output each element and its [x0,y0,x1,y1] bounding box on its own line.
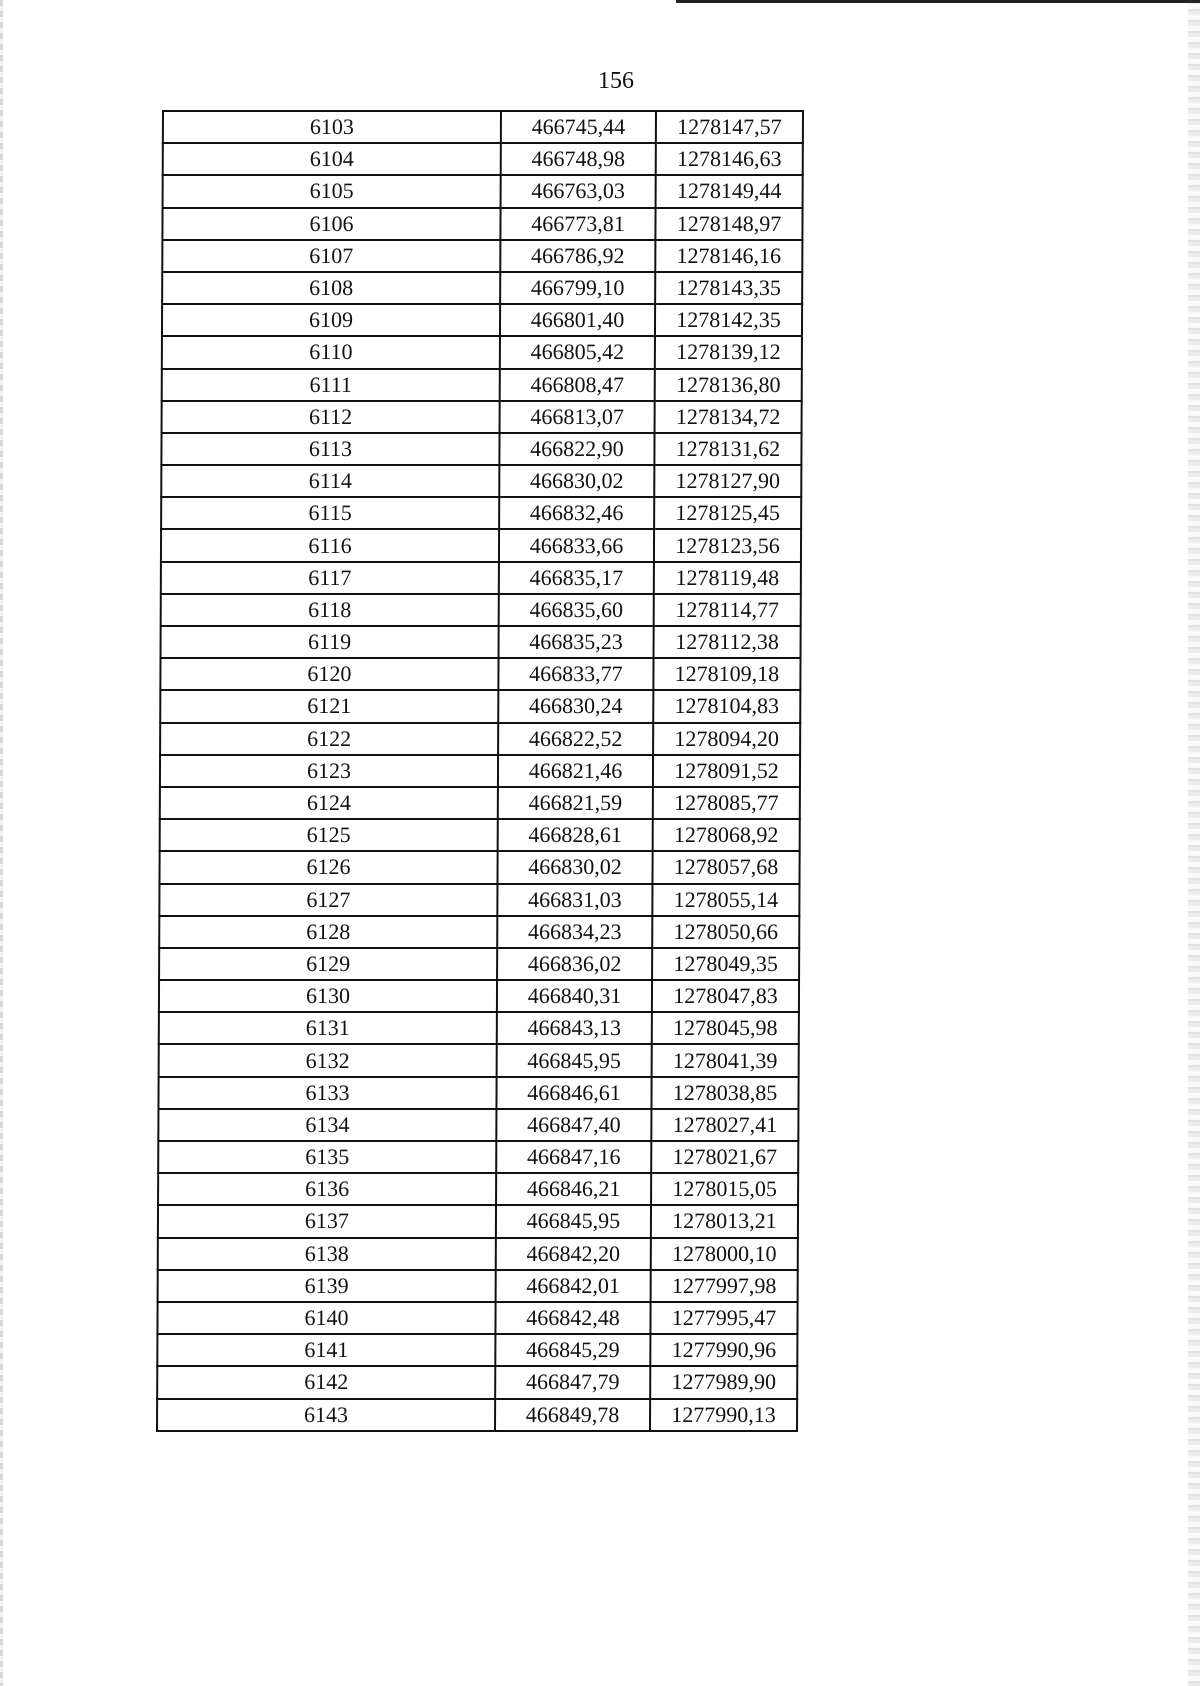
table-row [157,1302,797,1334]
y-coordinate-cell: 1278047,83 [652,980,799,1012]
y-coordinate-cell: 1278114,77 [654,594,801,626]
point-number-cell: 6107 [162,240,500,272]
scan-left-edge [0,0,3,1686]
x-coordinate-cell: 466842,20 [496,1238,651,1270]
point-number-cell: 6140 [157,1302,495,1334]
y-coordinate-cell: 1278139,12 [655,336,802,368]
x-coordinate-cell: 466845,95 [497,1044,652,1076]
point-number-cell: 6134 [158,1109,496,1141]
point-number-cell: 6143 [157,1399,495,1431]
y-coordinate-cell: 1278027,41 [651,1109,798,1141]
table-row [159,948,799,980]
x-coordinate-cell: 466745,44 [501,111,656,143]
table-row [160,658,800,690]
y-coordinate-cell: 1278013,21 [651,1205,798,1237]
point-number-cell: 6133 [158,1077,496,1109]
point-number-cell: 6121 [160,690,498,722]
y-coordinate-cell: 1277990,96 [650,1334,797,1366]
table-row [160,723,800,755]
table-row [160,819,800,851]
table-row [163,111,803,143]
table-row [161,594,801,626]
point-number-cell: 6139 [158,1270,496,1302]
table-row [157,1366,797,1398]
point-number-cell: 6124 [160,787,498,819]
y-coordinate-cell: 1278127,90 [654,465,801,497]
table-row [162,272,802,304]
y-coordinate-cell: 1277989,90 [650,1366,797,1398]
y-coordinate-cell: 1278057,68 [652,851,799,883]
point-number-cell: 6111 [162,369,500,401]
y-coordinate-cell: 1278041,39 [652,1044,799,1076]
y-coordinate-cell: 1278146,63 [656,143,803,175]
y-coordinate-cell: 1278147,57 [656,111,803,143]
table-row [163,175,803,207]
point-number-cell: 6118 [161,594,499,626]
x-coordinate-cell: 466748,98 [501,143,656,175]
x-coordinate-cell: 466805,42 [500,336,655,368]
table-row [161,433,801,465]
table-row [162,208,802,240]
y-coordinate-cell: 1277997,98 [651,1270,798,1302]
point-number-cell: 6123 [160,755,498,787]
point-number-cell: 6122 [160,723,498,755]
point-number-cell: 6129 [159,948,497,980]
point-number-cell: 6128 [159,916,497,948]
y-coordinate-cell: 1278148,97 [655,208,802,240]
point-number-cell: 6141 [157,1334,495,1366]
coordinates-table-container [156,110,802,1432]
x-coordinate-cell: 466835,17 [499,562,654,594]
x-coordinate-cell: 466763,03 [501,175,656,207]
x-coordinate-cell: 466835,60 [499,594,654,626]
x-coordinate-cell: 466833,66 [499,529,654,561]
y-coordinate-cell: 1278021,67 [651,1141,798,1173]
x-coordinate-cell: 466830,02 [499,465,654,497]
table-row [161,626,801,658]
x-coordinate-cell: 466808,47 [500,369,655,401]
table-row [162,304,802,336]
point-number-cell: 6104 [163,143,501,175]
y-coordinate-cell: 1278091,52 [653,755,800,787]
x-coordinate-cell: 466830,24 [498,690,653,722]
point-number-cell: 6103 [163,111,501,143]
table-row [159,1044,799,1076]
y-coordinate-cell: 1278136,80 [655,369,802,401]
x-coordinate-cell: 466801,40 [500,304,655,336]
point-number-cell: 6109 [162,304,500,336]
point-number-cell: 6137 [158,1205,496,1237]
table-row [157,1399,797,1431]
x-coordinate-cell: 466773,81 [500,208,655,240]
table-row [158,1270,798,1302]
table-row [159,884,799,916]
top-rule [676,0,1200,3]
y-coordinate-cell: 1277995,47 [650,1302,797,1334]
point-number-cell: 6131 [159,1012,497,1044]
y-coordinate-cell: 1278045,98 [652,1012,799,1044]
y-coordinate-cell: 1278119,48 [654,562,801,594]
y-coordinate-cell: 1278094,20 [653,723,800,755]
x-coordinate-cell: 466840,31 [497,980,652,1012]
y-coordinate-cell: 1278146,16 [655,240,802,272]
table-row [162,401,802,433]
point-number-cell: 6115 [161,497,499,529]
table-row [157,1334,797,1366]
x-coordinate-cell: 466831,03 [497,884,652,916]
y-coordinate-cell: 1277990,13 [650,1399,797,1431]
point-number-cell: 6108 [162,272,500,304]
table-row [158,1173,798,1205]
y-coordinate-cell: 1278149,44 [656,175,803,207]
y-coordinate-cell: 1278125,45 [654,497,801,529]
table-row [160,755,800,787]
table-row [158,1077,798,1109]
table-row [158,1109,798,1141]
table-row [162,336,802,368]
y-coordinate-cell: 1278049,35 [652,948,799,980]
coordinates-table [156,110,804,1432]
table-row [159,851,799,883]
table-row [161,529,801,561]
table-row [162,369,802,401]
table-row [160,690,800,722]
x-coordinate-cell: 466786,92 [500,240,655,272]
point-number-cell: 6110 [162,336,500,368]
point-number-cell: 6135 [158,1141,496,1173]
x-coordinate-cell: 466847,16 [496,1141,651,1173]
x-coordinate-cell: 466842,48 [495,1302,650,1334]
x-coordinate-cell: 466830,02 [497,851,652,883]
y-coordinate-cell: 1278085,77 [653,787,800,819]
point-number-cell: 6114 [161,465,499,497]
point-number-cell: 6112 [162,401,500,433]
coordinates-table-body [157,111,803,1431]
x-coordinate-cell: 466833,77 [498,658,653,690]
table-row [159,1012,799,1044]
x-coordinate-cell: 466821,59 [498,787,653,819]
point-number-cell: 6105 [163,175,501,207]
x-coordinate-cell: 466835,23 [499,626,654,658]
table-row [158,1205,798,1237]
y-coordinate-cell: 1278112,38 [654,626,801,658]
y-coordinate-cell: 1278142,35 [655,304,802,336]
x-coordinate-cell: 466822,90 [499,433,654,465]
point-number-cell: 6127 [159,884,497,916]
y-coordinate-cell: 1278000,10 [651,1238,798,1270]
point-number-cell: 6142 [157,1366,495,1398]
x-coordinate-cell: 466843,13 [497,1012,652,1044]
table-row [158,1238,798,1270]
point-number-cell: 6106 [162,208,500,240]
y-coordinate-cell: 1278015,05 [651,1173,798,1205]
x-coordinate-cell: 466845,29 [495,1334,650,1366]
table-row [161,465,801,497]
point-number-cell: 6119 [161,626,499,658]
x-coordinate-cell: 466842,01 [496,1270,651,1302]
point-number-cell: 6132 [159,1044,497,1076]
x-coordinate-cell: 466828,61 [498,819,653,851]
y-coordinate-cell: 1278055,14 [652,884,799,916]
scan-right-edge [1188,0,1200,1686]
table-row [161,562,801,594]
y-coordinate-cell: 1278104,83 [653,690,800,722]
x-coordinate-cell: 466813,07 [500,401,655,433]
point-number-cell: 6120 [160,658,498,690]
y-coordinate-cell: 1278143,35 [655,272,802,304]
table-row [163,143,803,175]
x-coordinate-cell: 466836,02 [497,948,652,980]
point-number-cell: 6130 [159,980,497,1012]
table-row [159,916,799,948]
x-coordinate-cell: 466821,46 [498,755,653,787]
point-number-cell: 6125 [160,819,498,851]
table-row [162,240,802,272]
y-coordinate-cell: 1278123,56 [654,529,801,561]
point-number-cell: 6113 [161,433,499,465]
table-row [161,497,801,529]
point-number-cell: 6116 [161,529,499,561]
x-coordinate-cell: 466849,78 [495,1399,650,1431]
x-coordinate-cell: 466799,10 [500,272,655,304]
x-coordinate-cell: 466847,40 [496,1109,651,1141]
page-number: 156 [598,68,634,94]
point-number-cell: 6117 [161,562,499,594]
x-coordinate-cell: 466822,52 [498,723,653,755]
y-coordinate-cell: 1278134,72 [655,401,802,433]
y-coordinate-cell: 1278038,85 [651,1077,798,1109]
x-coordinate-cell: 466846,21 [496,1173,651,1205]
point-number-cell: 6126 [159,851,497,883]
y-coordinate-cell: 1278068,92 [653,819,800,851]
table-row [160,787,800,819]
x-coordinate-cell: 466847,79 [495,1366,650,1398]
x-coordinate-cell: 466832,46 [499,497,654,529]
table-row [159,980,799,1012]
table-row [158,1141,798,1173]
y-coordinate-cell: 1278109,18 [653,658,800,690]
x-coordinate-cell: 466846,61 [496,1077,651,1109]
point-number-cell: 6136 [158,1173,496,1205]
y-coordinate-cell: 1278050,66 [652,916,799,948]
point-number-cell: 6138 [158,1238,496,1270]
x-coordinate-cell: 466834,23 [497,916,652,948]
y-coordinate-cell: 1278131,62 [654,433,801,465]
x-coordinate-cell: 466845,95 [496,1205,651,1237]
